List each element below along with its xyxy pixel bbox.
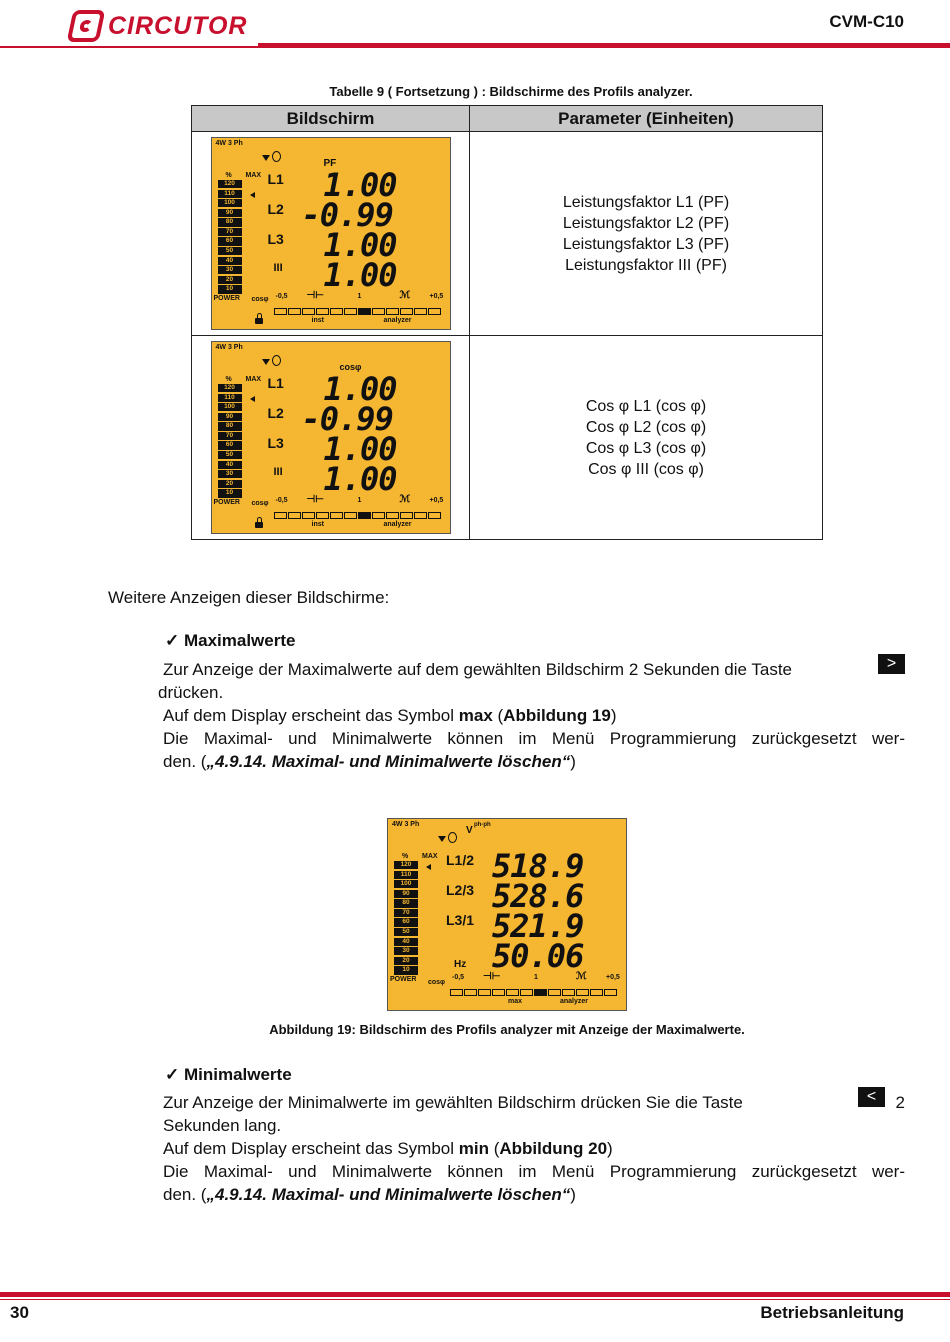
model-name: CVM-C10: [829, 12, 904, 31]
circutor-logo-icon: [67, 10, 106, 42]
max-line5: den. („4.9.14. Maximal- und Minimalwerte löschen“): [163, 752, 576, 771]
footer-rule-thin: [0, 1299, 950, 1300]
lcd-label: Hz: [454, 959, 467, 970]
lcd-label: L1: [267, 375, 284, 391]
lcd-value: 1.00: [323, 370, 397, 408]
lcd-cosphi: cosφ: [428, 979, 446, 986]
footer-title: Betriebsanleitung: [760, 1303, 904, 1322]
lcd-max: MAX: [245, 376, 262, 383]
lcd-value: 1.00: [323, 256, 397, 294]
lcd-value: 518.9: [492, 847, 584, 885]
col-header-params: Parameter (Einheiten): [470, 106, 823, 132]
header-rule-thick: [258, 43, 950, 48]
lcd-power: POWER: [213, 499, 240, 506]
table-row: [192, 132, 823, 336]
lcd-cosphi: cosφ: [251, 500, 269, 507]
arrow-left-icon: [250, 396, 255, 402]
lcd-value: -0.99: [301, 400, 393, 438]
screen-cell: [192, 132, 470, 336]
lcd-label: L3: [267, 435, 284, 451]
lcd-scale-max: +0,5: [606, 974, 620, 981]
right-key-icon: >: [878, 654, 905, 674]
lcd-label: L3: [267, 231, 284, 247]
lcd-percent: %: [225, 172, 232, 179]
lcd-bottom-right: analyzer: [383, 317, 412, 324]
lcd-power: POWER: [390, 976, 417, 983]
max-line4: Die Maximal- und Minimalwerte können im Menü Programmierung zurückgesetzt wer-: [163, 729, 905, 748]
lcd-power: POWER: [213, 295, 240, 302]
param-line: Cos φ L2 (cos φ): [585, 418, 707, 436]
capacitor-icon: ⊣⊢: [306, 494, 324, 505]
lcd-unit-sup: ph-ph: [474, 822, 491, 828]
lcd-value: 50.06: [492, 937, 584, 975]
capacitor-icon: ⊣⊢: [306, 290, 324, 301]
lcd-power-scale: 120 110 100 90 80 70 60 50 40 30 20 10: [394, 861, 418, 976]
max-line3: Auf dem Display erscheint das Symbol max (Abbildung 19): [163, 706, 617, 725]
lcd-value: 1.00: [323, 460, 397, 498]
max-line1: Zur Anzeige der Maximalwerte auf dem gewählten Bildschirm 2 Sekunden die Taste >: [163, 658, 905, 681]
param-line: Cos φ L1 (cos φ): [585, 397, 707, 415]
lcd-label: III: [273, 262, 283, 274]
lcd-label: L1: [267, 171, 284, 187]
min-line1-end: 2: [895, 1093, 905, 1112]
lcd-scale-one: 1: [357, 293, 362, 300]
lcd-cos-bar: [274, 308, 442, 315]
transformer-icon: [448, 832, 457, 843]
check-icon: ✓: [165, 1065, 184, 1084]
min-line3: Auf dem Display erscheint das Symbol min (Abbildung 20): [163, 1139, 613, 1158]
lcd-cos-bar: [274, 512, 442, 519]
screen-cell: [192, 336, 470, 540]
lcd-cosphi: cosφ: [251, 296, 269, 303]
param-line: Leistungsfaktor L1 (PF): [562, 193, 730, 211]
lcd-value: 1.00: [323, 166, 397, 204]
brand-logo: [70, 8, 247, 44]
lock-icon: [255, 318, 263, 324]
lcd-bottom-right: analyzer: [383, 521, 412, 528]
param-line: Leistungsfaktor III (PF): [565, 256, 727, 274]
col-header-screen: Bildschirm: [192, 106, 470, 132]
table-caption: Tabelle 9 ( Fortsetzung ) : Bildschirme des Profils analyzer.: [329, 84, 693, 99]
lcd-unit: PF: [323, 158, 337, 169]
lcd-scale-one: 1: [534, 974, 538, 981]
lcd-power-scale: 120 110 100 90 80 70 60 50 40 30 20 10: [218, 384, 242, 499]
intro-text: Weitere Anzeigen dieser Bildschirme:: [108, 588, 390, 607]
lcd-percent: %: [225, 376, 232, 383]
lcd-mode: 4W 3 Ph: [215, 140, 243, 147]
table-row: [192, 336, 823, 540]
transformer-icon: [272, 151, 281, 162]
param-line: Cos φ L3 (cos φ): [585, 439, 707, 457]
min-line2: Sekunden lang.: [163, 1116, 282, 1135]
arrow-down-icon: [438, 836, 446, 842]
page-number: 30: [10, 1303, 29, 1322]
lcd-screen-pf: [211, 137, 451, 330]
arrow-left-icon: [250, 192, 255, 198]
inductor-icon: ℳ: [399, 290, 411, 301]
brand-name: CIRCUTOR: [108, 11, 248, 40]
min-line4: Die Maximal- und Minimalwerte können im Menü Programmierung zurückgesetzt wer-: [163, 1162, 905, 1181]
lcd-unit: cosφ: [339, 362, 362, 372]
lcd-unit: V: [466, 825, 473, 836]
header-rule: [0, 46, 260, 48]
lcd-screen-max: [387, 818, 627, 1011]
lcd-bottom-left: max: [508, 998, 523, 1005]
lcd-scale-one: 1: [357, 497, 362, 504]
lcd-max: MAX: [245, 172, 262, 179]
param-cell: [470, 336, 823, 540]
lcd-scale-max: +0,5: [429, 497, 444, 504]
lcd-scale-min: -0,5: [275, 497, 288, 504]
lcd-scale-min: -0,5: [452, 974, 465, 981]
screens-table: [191, 105, 823, 540]
param-line: Leistungsfaktor L2 (PF): [562, 214, 730, 232]
left-key-icon: <: [858, 1087, 885, 1107]
arrow-down-icon: [262, 359, 270, 365]
lcd-label: L2: [267, 405, 284, 421]
lcd-scale-min: -0,5: [275, 293, 288, 300]
capacitor-icon: ⊣⊢: [483, 971, 501, 982]
lcd-value: -0.99: [301, 196, 393, 234]
lcd-max: MAX: [422, 853, 438, 860]
lcd-bottom-left: inst: [311, 521, 324, 528]
param-cell: [470, 132, 823, 336]
lcd-power-scale: 120 110 100 90 80 70 60 50 40 30 20 10: [218, 180, 242, 295]
lcd-scale-max: +0,5: [429, 293, 444, 300]
lcd-cos-bar: [450, 989, 618, 996]
lcd-label: L2: [267, 201, 284, 217]
footer-rule: [0, 1292, 950, 1297]
figure-caption: Abbildung 19: Bildschirm des Profils analyzer mit Anzeige der Maximalwerte.: [269, 1022, 745, 1037]
lcd-mode: 4W 3 Ph: [215, 344, 243, 351]
arrow-down-icon: [262, 155, 270, 161]
inductor-icon: ℳ: [576, 971, 587, 982]
check-icon: ✓: [165, 631, 184, 650]
lcd-screen-cosphi: [211, 341, 451, 534]
lcd-bottom-right: analyzer: [560, 998, 589, 1005]
arrow-left-icon: [426, 864, 431, 870]
lcd-value: 1.00: [323, 430, 397, 468]
lcd-label: III: [273, 466, 283, 478]
transformer-icon: [272, 355, 281, 366]
lcd-mode: 4W 3 Ph: [392, 821, 420, 828]
lcd-label: L3/1: [446, 912, 475, 928]
lcd-value: 521.9: [492, 907, 584, 945]
lcd-label: L2/3: [446, 882, 475, 898]
inductor-icon: ℳ: [399, 494, 411, 505]
param-line: Cos φ III (cos φ): [588, 460, 704, 478]
lcd-bottom-left: inst: [311, 317, 324, 324]
min-heading: ✓ Minimalwerte: [165, 1065, 292, 1084]
lcd-value: 528.6: [492, 877, 584, 915]
min-line5: den. („4.9.14. Maximal- und Minimalwerte löschen“): [163, 1185, 576, 1204]
lock-icon: [255, 522, 263, 528]
lcd-value: 1.00: [323, 226, 397, 264]
min-line1: Zur Anzeige der Minimalwerte im gewählten Bildschirm drücken Sie die Taste < 2: [163, 1088, 905, 1112]
lcd-percent: %: [402, 853, 409, 860]
param-line: Leistungsfaktor L3 (PF): [562, 235, 730, 253]
lcd-label: L1/2: [446, 852, 475, 868]
max-heading: ✓ Maximalwerte: [165, 631, 296, 650]
max-line2: drücken.: [158, 683, 224, 702]
